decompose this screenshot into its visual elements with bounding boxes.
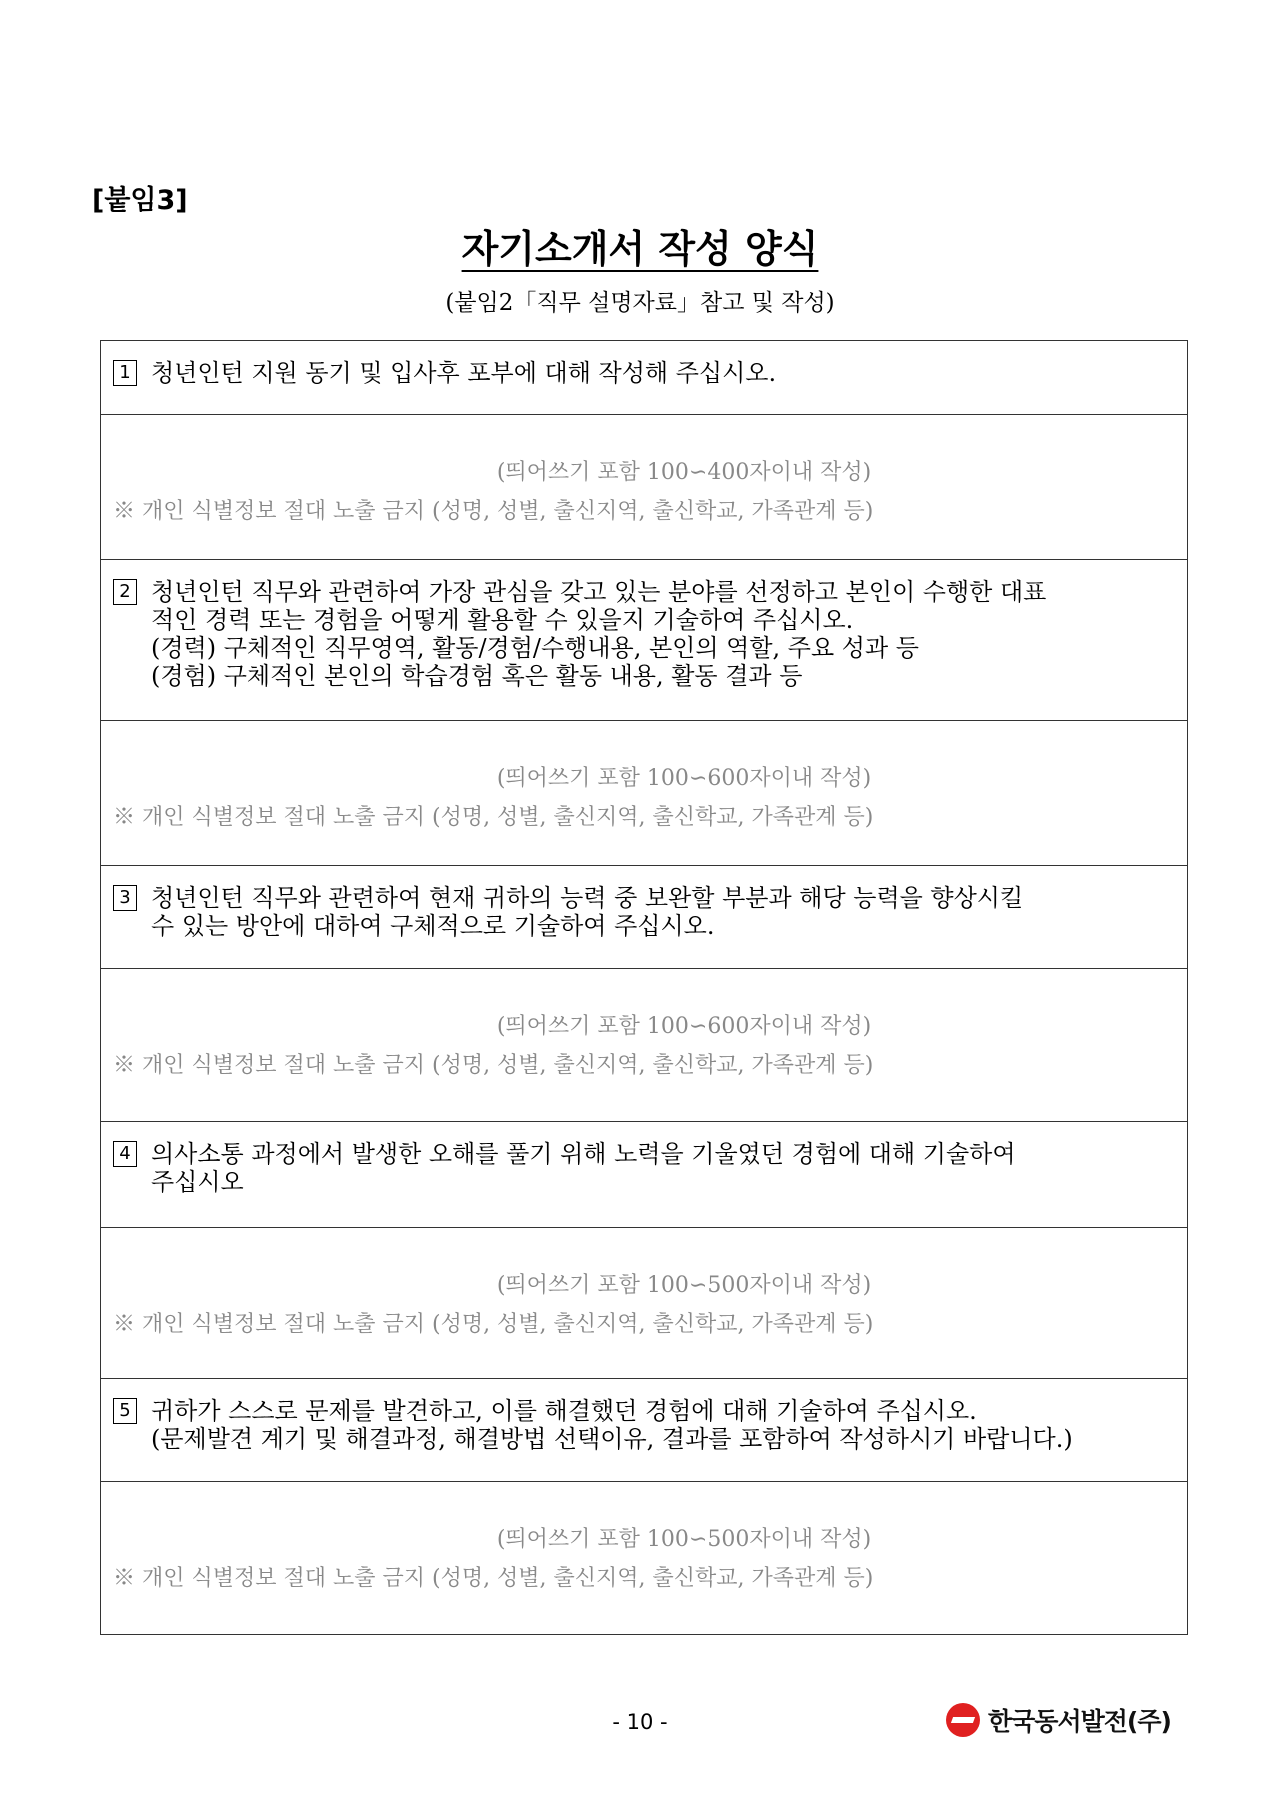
question-4 xyxy=(101,1122,1187,1228)
question-text: 청년인턴 직무와 관련하여 가장 관심을 갖고 있는 분야를 선정하고 본인이 수행한 대표 xyxy=(151,578,1047,606)
question-text: 청년인턴 지원 동기 및 입사후 포부에 대해 작성해 주십시오. xyxy=(151,359,777,387)
question-1 xyxy=(101,341,1187,415)
character-limit: (띄어쓰기 포함 100∽500자이내 작성) xyxy=(496,1273,872,1298)
question-text: 주십시오 xyxy=(151,1168,244,1196)
privacy-warning: ※ 개인 식별정보 절대 노출 금지 (성명, 성별, 출신지역, 출신학교, 가족관계 등) xyxy=(113,1053,874,1078)
question-text: 귀하가 스스로 문제를 발견하고, 이를 해결했던 경험에 대해 기술하여 주십시오. xyxy=(151,1397,977,1425)
question-detail: (경험) 구체적인 본인의 학습경험 혹은 활동 내용, 활동 결과 등 xyxy=(151,662,803,690)
question-number-box: 1 xyxy=(113,360,137,386)
privacy-warning: ※ 개인 식별정보 절대 노출 금지 (성명, 성별, 출신지역, 출신학교, 가족관계 등) xyxy=(113,805,874,830)
company-name: 한국동서발전(주) xyxy=(988,1707,1171,1736)
question-text: 수 있는 방안에 대하여 구체적으로 기술하여 주십시오. xyxy=(151,912,715,940)
question-3 xyxy=(101,866,1187,969)
question-text: 의사소통 과정에서 발생한 오해를 풀기 위해 노력을 기울였던 경험에 대해 기술하여 xyxy=(151,1140,1016,1168)
answer-area-3[interactable] xyxy=(101,969,1187,1122)
privacy-warning: ※ 개인 식별정보 절대 노출 금지 (성명, 성별, 출신지역, 출신학교, 가족관계 등) xyxy=(113,1566,874,1591)
privacy-warning: ※ 개인 식별정보 절대 노출 금지 (성명, 성별, 출신지역, 출신학교, 가족관계 등) xyxy=(113,499,874,524)
attachment-label: [붙임3] xyxy=(92,185,188,216)
question-number-box: 4 xyxy=(113,1141,137,1167)
question-number-box: 2 xyxy=(113,579,137,605)
document-title-text: 자기소개서 작성 양식 xyxy=(461,227,819,271)
document-subtitle: (붙임2「직무 설명자료」참고 및 작성) xyxy=(445,290,835,316)
document-title xyxy=(0,218,1280,273)
character-limit: (띄어쓰기 포함 100∽400자이내 작성) xyxy=(496,460,872,485)
question-detail: (경력) 구체적인 직무영역, 활동/경험/수행내용, 본인의 역할, 주요 성과 등 xyxy=(151,634,919,662)
question-2 xyxy=(101,560,1187,721)
company-logo-icon xyxy=(946,1703,980,1737)
answer-area-2[interactable] xyxy=(101,721,1187,866)
character-limit: (띄어쓰기 포함 100∽600자이내 작성) xyxy=(496,766,872,791)
question-5 xyxy=(101,1379,1187,1482)
answer-area-1[interactable] xyxy=(101,415,1187,560)
answer-area-4[interactable] xyxy=(101,1228,1187,1379)
question-number-box: 3 xyxy=(113,885,137,911)
privacy-warning: ※ 개인 식별정보 절대 노출 금지 (성명, 성별, 출신지역, 출신학교, 가족관계 등) xyxy=(113,1312,874,1337)
character-limit: (띄어쓰기 포함 100∽500자이내 작성) xyxy=(496,1527,872,1552)
company-logo xyxy=(946,1702,1171,1738)
question-text: 청년인턴 직무와 관련하여 현재 귀하의 능력 중 보완할 부분과 해당 능력을 향상시킬 xyxy=(151,884,1024,912)
page-number: - 10 - xyxy=(612,1710,668,1734)
question-number-box: 5 xyxy=(113,1398,137,1424)
question-text: 적인 경력 또는 경험을 어떻게 활용할 수 있을지 기술하여 주십시오. xyxy=(151,606,854,634)
answer-area-5[interactable] xyxy=(101,1482,1187,1634)
character-limit: (띄어쓰기 포함 100∽600자이내 작성) xyxy=(496,1014,872,1039)
question-text: (문제발견 계기 및 해결과정, 해결방법 선택이유, 결과를 포함하여 작성하시기 바랍니다.) xyxy=(151,1425,1073,1453)
self-introduction-form xyxy=(100,340,1188,1635)
